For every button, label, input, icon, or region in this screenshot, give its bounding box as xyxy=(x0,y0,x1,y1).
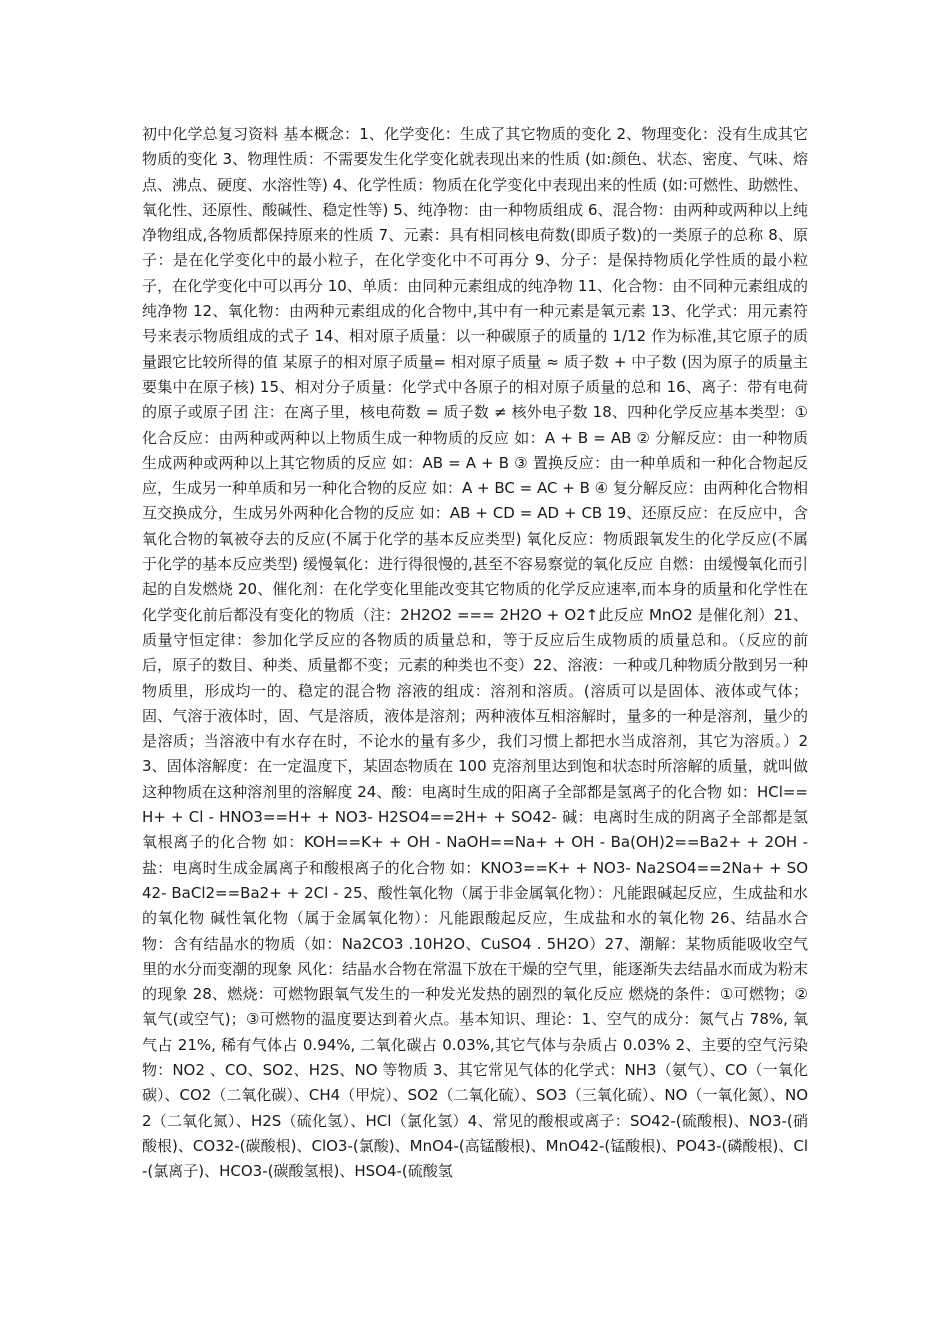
body-paragraph: 初中化学总复习资料 基本概念：1、化学变化：生成了其它物质的变化 2、物理变化：没有生成其它物质的变化 3、物理性质：不需要发生化学变化就表现出来的性质 (如:颜色、状态、密度、气味、熔点、沸点、硬度、水溶性等) 4、化学性质：物质在化学变化中表现出来的性质 (如:可燃性、助燃性、氧化性、还原性、酸碱性、稳定性等) 5、纯净物：由一种物质组成 6、混合物：由两种或两种以上纯净物组成,各物质都保持原来的性质 7、元素：具有相同核电荷数(即质子数)的一类原子的总称 8、原子：是在化学变化中的最小粒子，在化学变化中不可再分 9、分子：是保持物质化学性质的最小粒子，在化学变化中可以再分 10、单质：由同种元素组成的纯净物 11、化合物：由不同种元素组成的纯净物 12、氧化物：由两种元素组成的化合物中,其中有一种元素是氧元素 13、化学式：用元素符号来表示物质组成的式子 14、相对原子质量：以一种碳原子的质量的 1/12 作为标准,其它原子的质量跟它比较所得的值 某原子的相对原子质量= 相对原子质量 ≈ 质子数 + 中子数 (因为原子的质量主要集中在原子核) 15、相对分子质量：化学式中各原子的相对原子质量的总和 16、离子：带有电荷的原子或原子团 注：在离子里，核电荷数 = 质子数 ≠ 核外电子数 18、四种化学反应基本类型：①化合反应：由两种或两种以上物质生成一种物质的反应 如：A + B = AB ② 分解反应：由一种物质生成两种或两种以上其它物质的反应 如：AB = A + B ③ 置换反应：由一种单质和一种化合物起反应，生成另一种单质和另一种化合物的反应 如：A + BC = AC + B ④ 复分解反应：由两种化合物相互交换成分，生成另外两种化合物的反应 如：AB + CD = AD + CB 19、还原反应：在反应中，含氧化合物的氧被夺去的反应(不属于化学的基本反应类型) 氧化反应：物质跟氧发生的化学反应(不属于化学的基本反应类型) 缓慢氧化：进行得很慢的,甚至不容易察觉的氧化反应 自燃：由缓慢氧化而引起的自发燃烧 20、催化剂：在化学变化里能改变其它物质的化学反应速率,而本身的质量和化学性在化学变化前后都没有变化的物质（注：2H2O2 === 2H2O + O2↑此反应 MnO2 是催化剂）21、质量守恒定律：参加化学反应的各物质的质量总和，等于反应后生成物质的质量总和。（反应的前后，原子的数目、种类、质量都不变；元素的种类也不变）22、溶液：一种或几种物质分散到另一种物质里，形成均一的、稳定的混合物 溶液的组成：溶剂和溶质。(溶质可以是固体、液体或气体；固、气溶于液体时，固、气是溶质，液体是溶剂；两种液体互相溶解时，量多的一种是溶剂，量少的是溶质；当溶液中有水存在时，不论水的量有多少，我们习惯上都把水当成溶剂，其它为溶质。）23、固体溶解度：在一定温度下，某固态物质在 100 克溶剂里达到饱和状态时所溶解的质量，就叫做这种物质在这种溶剂里的溶解度 24、酸：电离时生成的阳离子全部都是氢离子的化合物 如：HCl==H+ + Cl - HNO3==H+ + NO3- H2SO4==2H+ + SO42- 碱：电离时生成的阴离子全部都是氢氧根离子的化合物 如：KOH==K+ + OH - NaOH==Na+ + OH - Ba(OH)2==Ba2+ + 2OH - 盐：电离时生成金属离子和酸根离子的化合物 如：KNO3==K+ + NO3- Na2SO4==2Na+ + SO42- BaCl2==Ba2+ + 2Cl - 25、酸性氧化物（属于非金属氧化物）：凡能跟碱起反应，生成盐和水的氧化物 碱性氧化物（属于金属氧化物）：凡能跟酸起反应，生成盐和水的氧化物 26、结晶水合物：含有结晶水的物质（如：Na2CO3 .10H2O、CuSO4 . 5H2O）27、潮解：某物质能吸收空气里的水分而变潮的现象 风化：结晶水合物在常温下放在干燥的空气里，能逐渐失去结晶水而成为粉末的现象 28、燃烧：可燃物跟氧气发生的一种发光发热的剧烈的氧化反应 燃烧的条件：①可燃物；②氧气(或空气)；③可燃物的温度要达到着火点。基本知识、理论：1、空气的成分：氮气占 78%, 氧气占 21%, 稀有气体占 0.94%, 二氧化碳占 0.03%,其它气体与杂质占 0.03% 2、主要的空气污染物：NO2 、CO、SO2、H2S、NO 等物质 3、其它常见气体的化学式：NH3（氨气）、CO（一氧化碳）、CO2（二氧化碳）、CH4（甲烷）、SO2（二氧化硫）、SO3（三氧化硫）、NO（一氧化氮）、NO2（二氧化氮）、H2S（硫化氢）、HCl（氯化氢）4、常见的酸根或离子：SO42-(硫酸根)、NO3-(硝酸根)、CO32-(碳酸根)、ClO3-(氯酸)、MnO4-(高锰酸根)、MnO42-(锰酸根)、PO43-(磷酸根)、Cl-(氯离子)、HCO3-(碳酸氢根)、HSO4-(硫酸氢 xyxy=(142,125,808,1181)
